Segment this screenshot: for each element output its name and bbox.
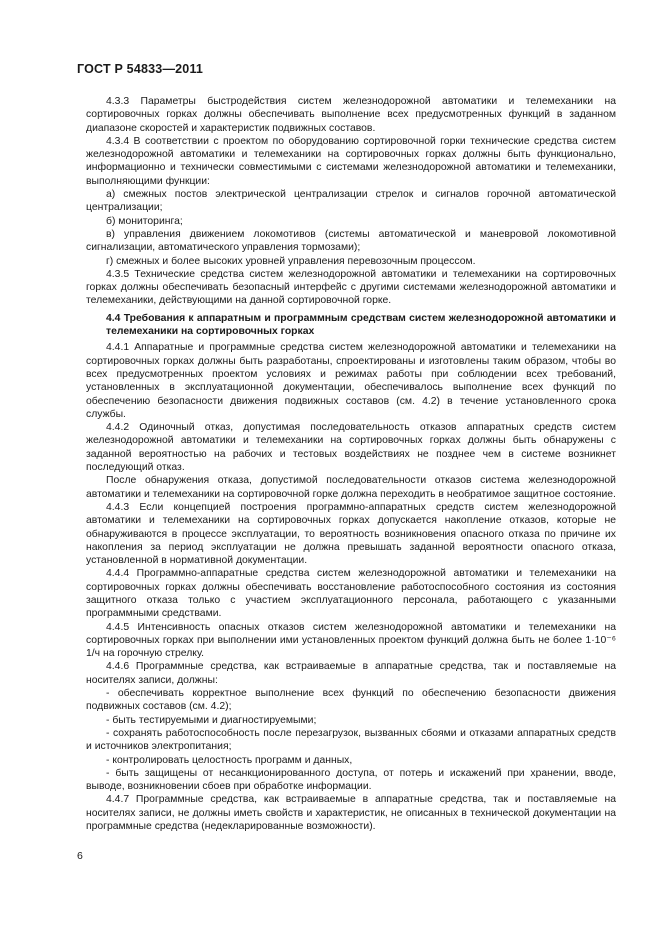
paragraph-4-4-6: 4.4.6 Программные средства, как встраиваемые в аппаратные средства, так и поставляемые на носителях записи, должны: — [86, 661, 616, 686]
paragraph-4-4-4: 4.4.4 Программно-аппаратные средства систем железнодорожной автоматики и телемеханики на сортировочных горках должны обеспечивать восстановление работоспособного состояния из состояния защитного отказа только с участием эксплуатационного персонала, работающего с указанными программными средствами. — [86, 568, 616, 620]
document-body — [86, 95, 616, 833]
dash-item: - контролировать целостность программ и данных, — [106, 754, 353, 766]
paragraph-after-detection: После обнаружения отказа, допустимой последовательности отказов система железнодорожной автоматики и телемеханики на сортировочной горке должна переходить в необратимое защитное состояние. — [86, 475, 616, 500]
paragraph-4-3-4: 4.3.4 В соответствии с проектом по оборудованию сортировочной горки технические средства систем железнодорожной автоматики и телемеханики на сортировочных горках должны быть функционально, информационно и технически совместимыми с системами железнодорожной автоматики и телемеханики, выполняющими функции: — [86, 135, 616, 187]
dash-item: - обеспечивать корректное выполнение всех функций по обеспечению безопасности движения подвижных составов (см. 4.2); — [86, 688, 616, 713]
section-heading-4-4: 4.4 Требования к аппаратным и программным средствам систем железнодорожной автоматики и телемеханики на сортировочных горках — [106, 312, 616, 338]
list-item-b: б) мониторинга; — [106, 215, 183, 227]
list-item-v: в) управления движением локомотивов (системы автоматической и маневровой локомотивной сигнализации, автоматического управления тормозами); — [86, 228, 616, 254]
dash-item: - быть защищены от несанкционированного доступа, от потерь и искажений при хранении, вводе, выводе, возникновении сбоев при обработке информации. — [86, 767, 616, 793]
document-header: ГОСТ Р 54833—2011 — [77, 62, 204, 76]
paragraph-4-4-2: 4.4.2 Одиночный отказ, допустимая последовательность отказов аппаратных средств систем железнодорожной автоматики и телемеханики на сортировочных горках должны быть обнаружены с заданной вероятностью на рабочих и тестовых воздействиях не позднее чем в системе возникнет последующий отказ. — [86, 422, 616, 474]
paragraph-4-3-5: 4.3.5 Технические средства систем железнодорожной автоматики и телемеханики на сортировочных горках должны обеспечивать безопасный интерфейс с другими системами железнодорожной автоматики и телемеханики, действующими на данной сортировочной горке. — [86, 268, 616, 307]
paragraph-4-3-3: 4.3.3 Параметры быстродействия систем железнодорожной автоматики и телемеханики на сортировочных горках должны обеспечивать выполнение всех предусмотренных функций в заданном диапазоне скоростей и характеристик подвижных составов. — [86, 96, 616, 134]
paragraph-4-4-7: 4.4.7 Программные средства, как встраиваемые в аппаратные средства, так и поставляемые на носителях записи, не должны иметь свойств и характеристик, не описанных в технической документации на программные средства (недекларированные возможности). — [86, 794, 616, 833]
paragraph-4-4-5: 4.4.5 Интенсивность опасных отказов систем железнодорожной автоматики и телемеханики на сортировочных горках при выполнении ими установленных проектом функций должна быть не более 1·10⁻⁶ 1/ч на горочную стрелку. — [86, 621, 616, 660]
paragraph-4-4-1: 4.4.1 Аппаратные и программные средства систем железнодорожной автоматики и телемеханики на сортировочных горках должны быть разработаны, спроектированы и изготовлены таким образом, чтобы во всех предусмотренных проектом условиях и режимах работы при соблюдении всех требований, установленных в эксплуатационной документации, обеспечивалось выполнение всех функций по обеспечению безопасности движения подвижных составов (см. 4.2) в течение установленного срока службы. — [86, 342, 616, 420]
dash-item: - сохранять работоспособность после перезагрузок, вызванных сбоями и отказами аппаратных средств и источников электропитания; — [86, 727, 616, 753]
page-number: 6 — [77, 850, 83, 862]
list-item-g: г) смежных и более высоких уровней управления перевозочным процессом. — [106, 255, 476, 267]
dash-item: - быть тестируемыми и диагностируемыми; — [106, 714, 317, 726]
paragraph-4-4-3: 4.4.3 Если концепцией построения программно-аппаратных средств систем железнодорожной автоматики и телемеханики на сортировочных горках допускается накопление отказов, которые не обнаруживаются в процессе эксплуатации, то вероятность возникновения опасного отказа по причине их накопления за период эксплуатации не должна превышать заданной вероятности опасного отказа, установленной в нормативной документации. — [86, 501, 616, 567]
list-item-a: а) смежных постов электрической централизации стрелок и сигналов горочной автоматической централизации; — [86, 189, 616, 214]
